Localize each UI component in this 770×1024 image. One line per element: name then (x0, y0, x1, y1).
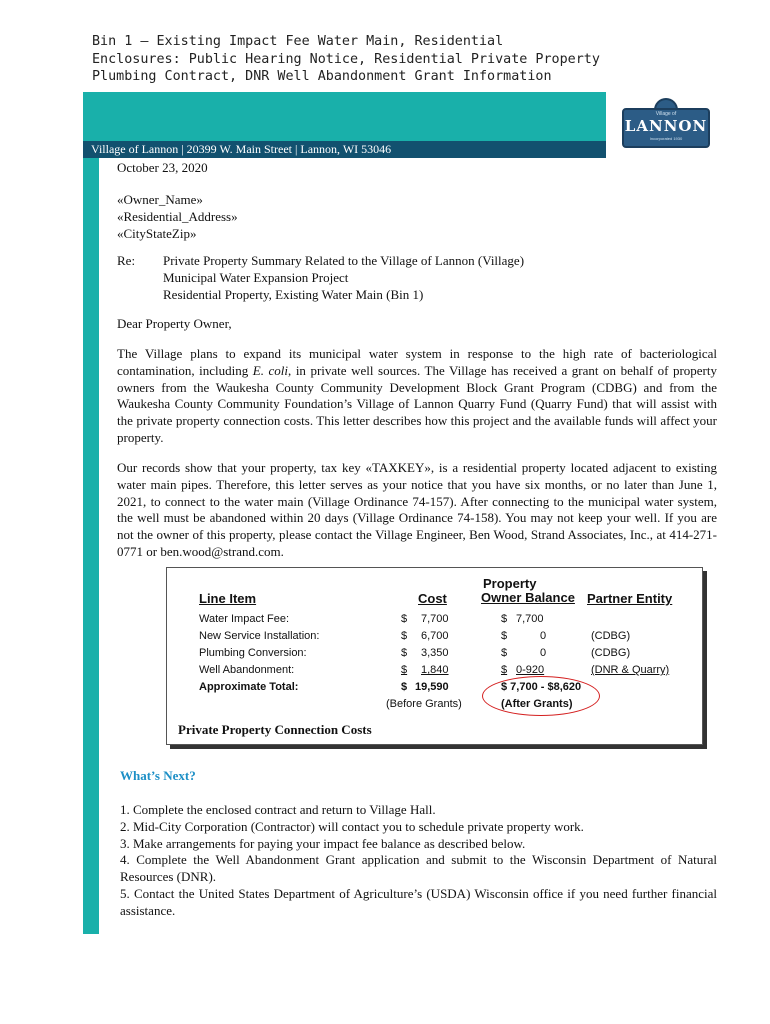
header-line: Bin 1 – Existing Impact Fee Water Main, Residential (92, 34, 504, 49)
village-logo (618, 98, 714, 150)
table-caption: Private Property Connection Costs (178, 722, 372, 737)
logo-subtext: Incorporated 1930 (649, 136, 683, 141)
salutation: Dear Property Owner, (117, 316, 232, 331)
cost-table (166, 567, 703, 745)
row-cost-symbol: $ (401, 613, 408, 625)
row-cost-symbol: $ (401, 647, 408, 659)
row-cost: 3,350 (421, 647, 449, 659)
row-item: New Service Installation: (199, 630, 320, 642)
subject-line: Private Property Summary Related to the Village of Lannon (Village) (163, 253, 525, 268)
paragraph-text: The Village plans to expand its municipal water system in response to the high rate of bacteriological contamination, including (117, 346, 717, 378)
subject-block (117, 253, 717, 303)
letterhead-banner (83, 92, 606, 141)
row-balance: 0-920 (516, 664, 545, 676)
document-header-note (92, 33, 600, 86)
letterhead-address: Village of Lannon | 20399 W. Main Street | Lannon, WI 53046 (83, 141, 606, 158)
next-steps-heading: What’s Next? (120, 768, 196, 783)
row-balance-symbol: $ (501, 647, 508, 659)
header-owner-balance: Owner Balance (481, 590, 575, 605)
row-partner: (CDBG) (591, 647, 631, 659)
list-item: 3. Make arrangements for paying your impact fee balance as described below. (120, 835, 526, 851)
header-property: Property (483, 576, 537, 591)
recipient-city: «CityStateZip» (117, 225, 197, 241)
letter-date: October 23, 2020 (117, 160, 208, 175)
row-item: Well Abandonment: (199, 664, 295, 676)
owner-balance-highlight-circle (482, 676, 600, 716)
header-line: Enclosures: Public Hearing Notice, Residential Private Property (92, 51, 600, 67)
paragraph-text: , in private well sources. The Village has received a grant on behalf of property owners from the Waukesha County Community Development Block Grant Program (CDBG) and from the Waukesha County Community Foundation’s Village of Lannon Quarry Fund (Quarry Fund) that will assist with the private property connection costs. This letter describes how this project and the available funds will affect your property. (117, 362, 717, 445)
letterhead-side-strip (83, 92, 99, 934)
header-line: Plumbing Contract, DNR Well Abandonment Grant Information (92, 69, 552, 84)
after-grants-note: (After Grants) (501, 698, 573, 710)
row-balance-symbol: $ (501, 630, 508, 642)
row-cost: 1,840 (421, 664, 449, 676)
subject-label: Re: (117, 253, 136, 268)
paragraph-emphasis: E. coli (252, 362, 289, 378)
row-cost-symbol: $ (401, 664, 408, 676)
list-item: 2. Mid-City Corporation (Contractor) will contact you to schedule private property work. (120, 818, 584, 834)
list-item: 1. Complete the enclosed contract and return to Village Hall. (120, 802, 436, 817)
header-partner-entity: Partner Entity (587, 591, 673, 606)
row-item: Water Impact Fee: (199, 613, 290, 625)
subject-line: Municipal Water Expansion Project (163, 269, 349, 285)
header-cost: Cost (418, 591, 447, 606)
recipient-name: «Owner_Name» (117, 192, 203, 207)
logo-small-text: Village of (655, 111, 677, 117)
subject-line: Residential Property, Existing Water Main (Bin 1) (163, 286, 424, 302)
list-item: 4. Complete the Well Abandonment Grant application and submit to the Wisconsin Department of Natural Resources (DNR). (120, 852, 717, 885)
row-partner: (CDBG) (591, 630, 631, 642)
row-partner: (DNR & Quarry) (591, 664, 670, 676)
row-item: Plumbing Conversion: (199, 647, 307, 659)
paragraph-notice: Our records show that your property, tax key «TAXKEY», is a residential property located adjacent to existing water main pipes. Therefore, this letter serves as your notice that you have six months, or no later than June 1, 2021, to connect to the water main (Village Ordinance 74-157). After connecting to the municipal water system, the well must be abandoned within 20 days (Village Ordinance 74-158). You may not keep your well. If you are not the owner of this property, please contact the Village Engineer, Ben Wood, Strand Associates, Inc., at 414-271-0771 or ben.wood@strand.com. (117, 460, 717, 559)
total-cost-symbol: $ (401, 681, 408, 693)
logo-name: LANNON (624, 117, 708, 135)
recipient-address: «Residential_Address» (117, 208, 238, 224)
row-cost: 6,700 (421, 630, 449, 642)
recipient-block (117, 192, 717, 242)
row-balance: 0 (540, 647, 547, 659)
total-cost: 19,590 (415, 681, 449, 693)
total-label: Approximate Total: (199, 681, 299, 693)
row-balance: 7,700 (516, 613, 544, 625)
row-balance-symbol: $ (501, 613, 508, 625)
row-cost: 7,700 (421, 613, 449, 625)
total-balance: $ 7,700 - $8,620 (501, 681, 582, 693)
next-steps-list (120, 802, 717, 920)
paragraph-project (117, 346, 717, 447)
row-balance-symbol: $ (501, 664, 508, 676)
row-cost-symbol: $ (401, 630, 408, 642)
row-balance: 0 (540, 630, 547, 642)
list-item: 5. Contact the United States Department of Agriculture’s (USDA) Wisconsin office if you need further financial assistance. (120, 885, 717, 918)
header-line-item: Line Item (199, 591, 257, 606)
subject-lines (163, 253, 524, 303)
before-grants-note: (Before Grants) (386, 698, 462, 710)
